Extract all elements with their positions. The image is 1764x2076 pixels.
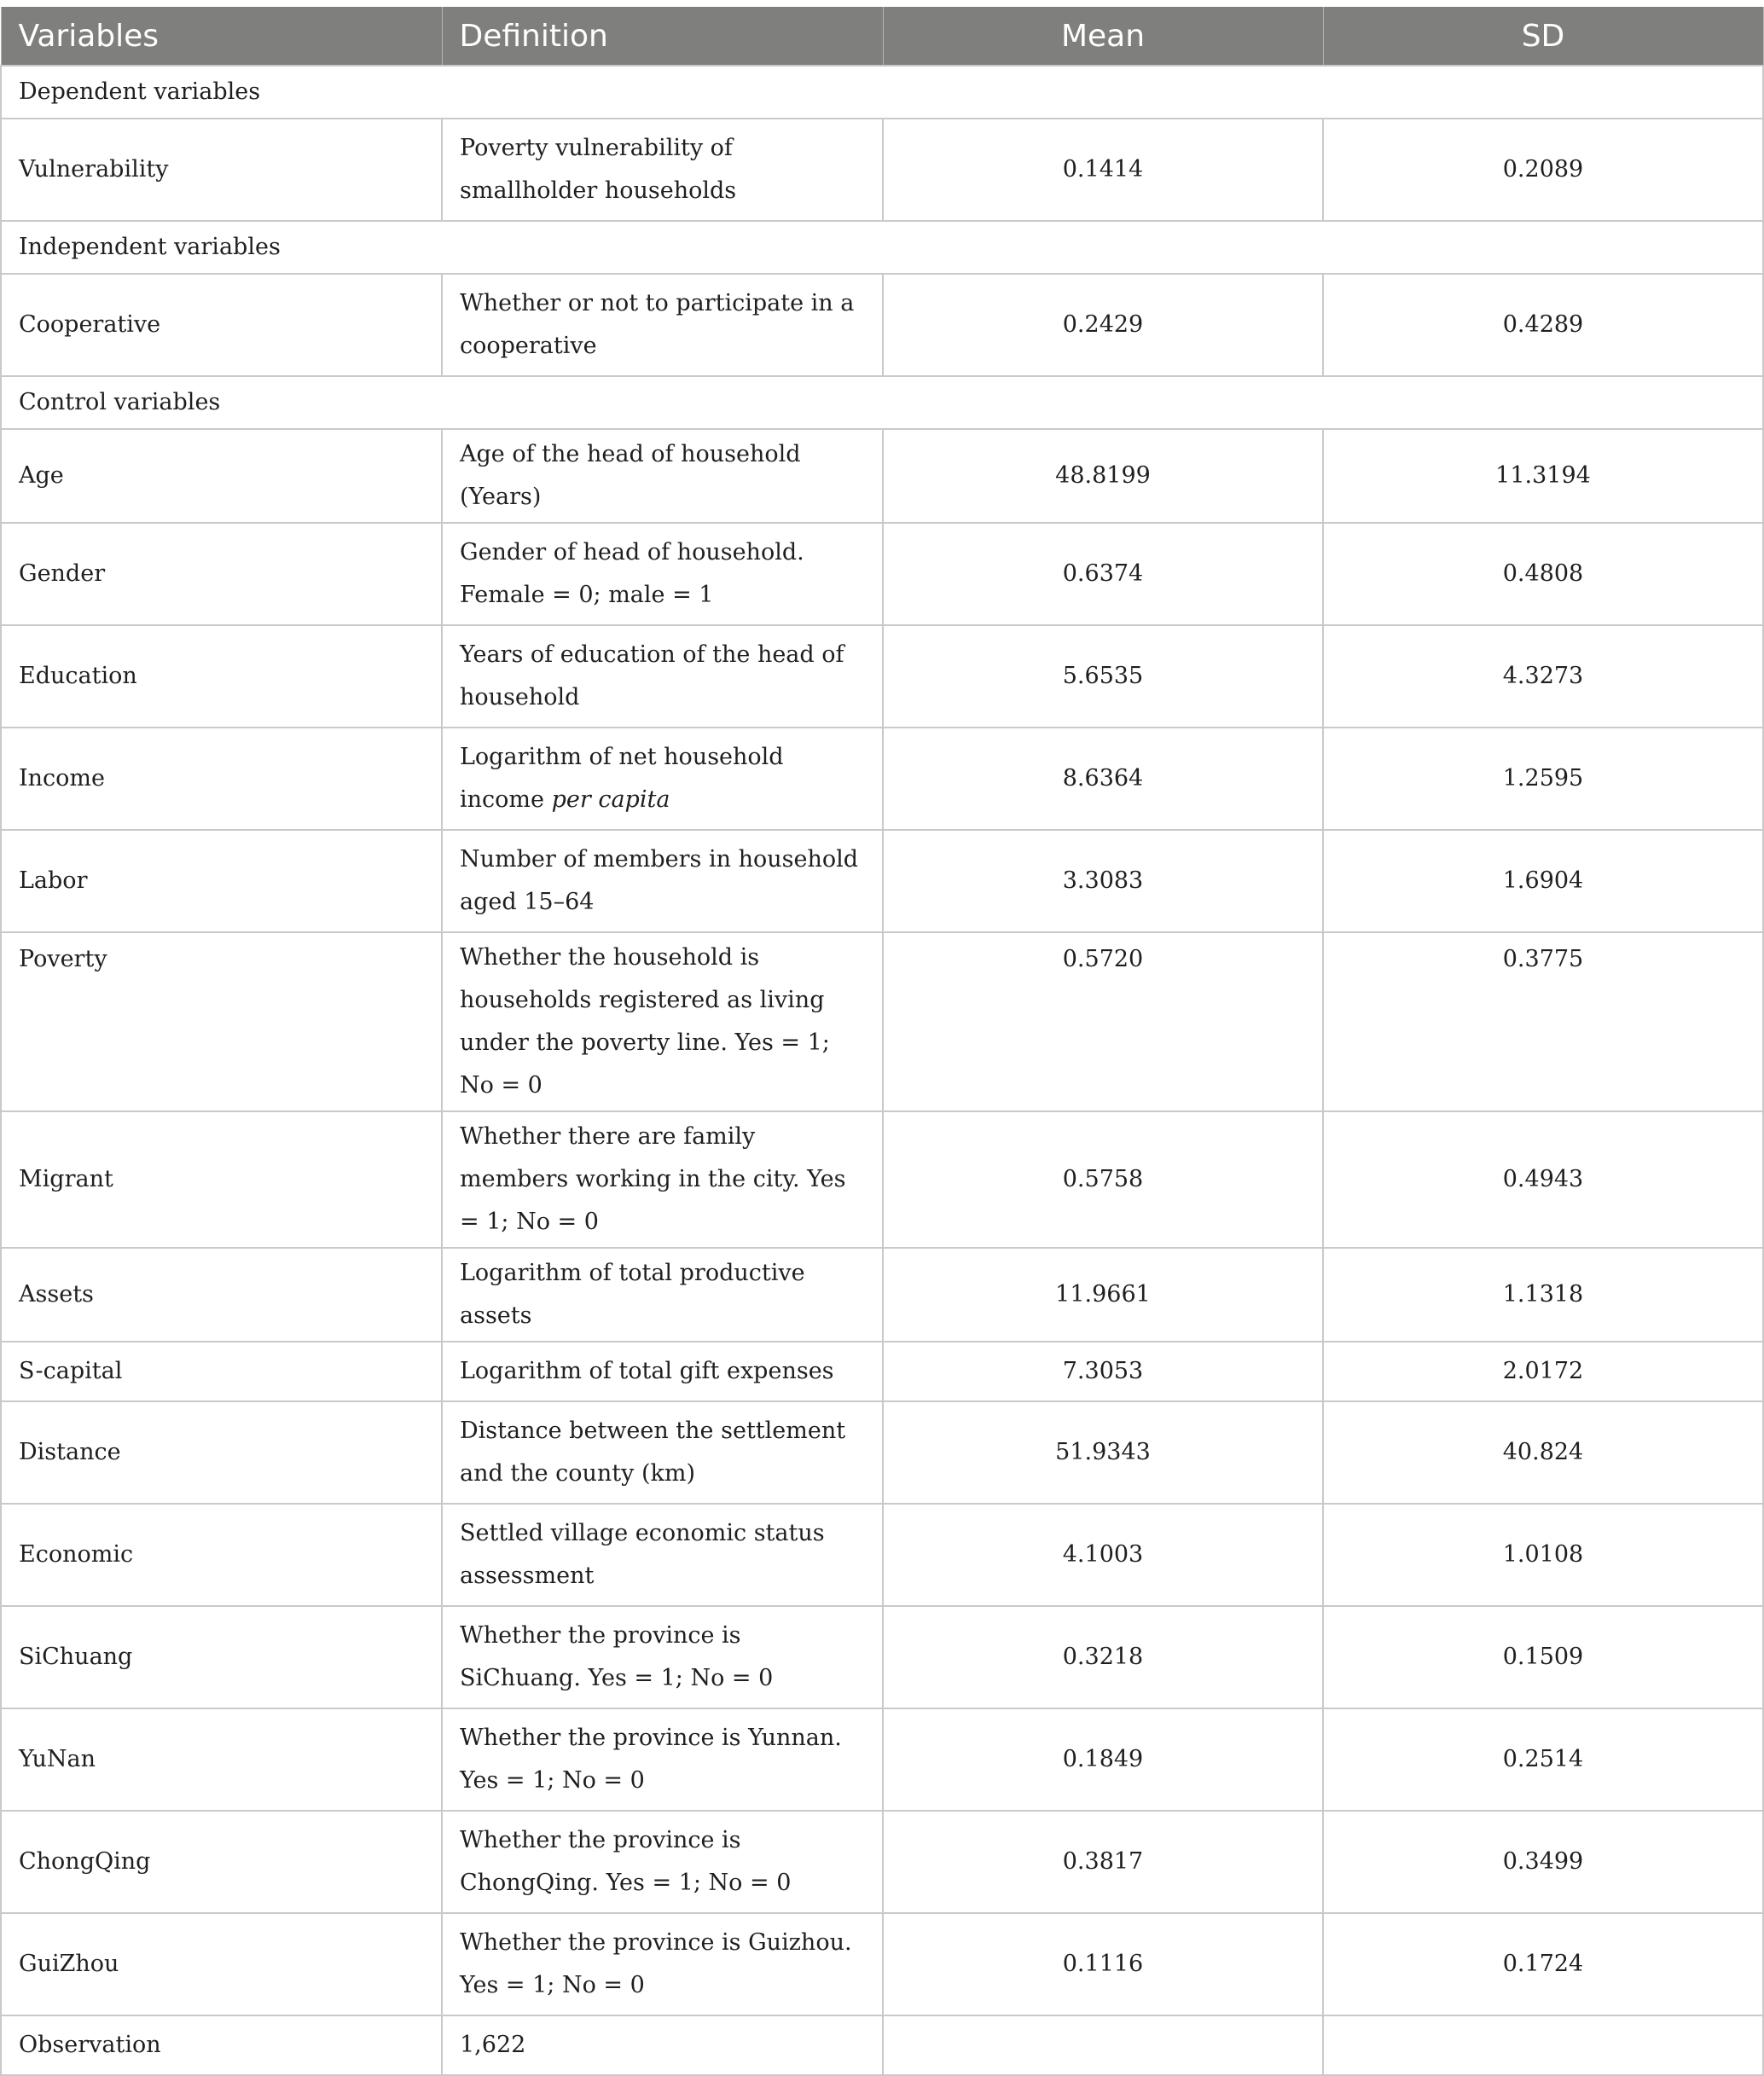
header-mean: Mean xyxy=(883,7,1323,66)
header-definition: Definition xyxy=(442,7,883,66)
variable-mean: 0.1849 xyxy=(883,1708,1323,1811)
table-row xyxy=(1,274,1763,376)
table-row xyxy=(1,1342,1763,1401)
summary-statistics-table xyxy=(0,7,1764,2076)
variable-definition: Years of education of the head of household xyxy=(442,625,883,728)
variable-definition: Logarithm of total gift expenses xyxy=(442,1342,883,1401)
variable-name: Education xyxy=(1,625,442,728)
variable-mean: 3.3083 xyxy=(883,830,1323,932)
variable-mean: 4.1003 xyxy=(883,1504,1323,1606)
variable-name: Income xyxy=(1,728,442,830)
table-header xyxy=(1,7,1763,66)
variable-sd: 0.4943 xyxy=(1323,1111,1763,1248)
table-row xyxy=(1,2015,1763,2075)
variable-definition: Poverty vulnerability of smallholder households xyxy=(442,119,883,221)
variable-mean xyxy=(883,2015,1323,2075)
variable-name: Migrant xyxy=(1,1111,442,1248)
table-row xyxy=(1,625,1763,728)
variable-definition: Distance between the settlement and the county (km) xyxy=(442,1401,883,1504)
variable-mean: 0.3218 xyxy=(883,1606,1323,1708)
variable-sd: 0.1724 xyxy=(1323,1913,1763,2015)
variable-definition: Whether the province is Guizhou. Yes = 1; No = 0 xyxy=(442,1913,883,2015)
variable-mean: 5.6535 xyxy=(883,625,1323,728)
variable-mean: 0.5720 xyxy=(883,932,1323,1111)
variable-name: Cooperative xyxy=(1,274,442,376)
table-row xyxy=(1,1811,1763,1913)
variable-name: ChongQing xyxy=(1,1811,442,1913)
variable-sd: 1.0108 xyxy=(1323,1504,1763,1606)
variable-mean: 0.5758 xyxy=(883,1111,1323,1248)
variable-name: SiChuang xyxy=(1,1606,442,1708)
section-label: Control variables xyxy=(1,376,1763,429)
variable-sd: 2.0172 xyxy=(1323,1342,1763,1401)
variable-definition: Whether the province is Yunnan. Yes = 1; No = 0 xyxy=(442,1708,883,1811)
variable-sd: 40.824 xyxy=(1323,1401,1763,1504)
header-variables: Variables xyxy=(1,7,442,66)
table-row xyxy=(1,429,1763,523)
variable-sd: 0.2089 xyxy=(1323,119,1763,221)
variable-mean: 48.8199 xyxy=(883,429,1323,523)
variable-sd: 0.1509 xyxy=(1323,1606,1763,1708)
variable-sd: 0.4808 xyxy=(1323,523,1763,625)
variable-name: Assets xyxy=(1,1248,442,1342)
variable-mean: 0.1116 xyxy=(883,1913,1323,2015)
variable-name: S-capital xyxy=(1,1342,442,1401)
table-row xyxy=(1,1708,1763,1811)
variable-name: Observation xyxy=(1,2015,442,2075)
section-label: Dependent variables xyxy=(1,66,1763,119)
variable-mean: 8.6364 xyxy=(883,728,1323,830)
variable-sd: 0.4289 xyxy=(1323,274,1763,376)
variable-sd: 0.3499 xyxy=(1323,1811,1763,1913)
variable-mean: 0.1414 xyxy=(883,119,1323,221)
variable-sd: 1.2595 xyxy=(1323,728,1763,830)
variable-mean: 51.9343 xyxy=(883,1401,1323,1504)
variable-mean: 0.6374 xyxy=(883,523,1323,625)
variable-name: Economic xyxy=(1,1504,442,1606)
variable-name: GuiZhou xyxy=(1,1913,442,2015)
variable-mean: 0.3817 xyxy=(883,1811,1323,1913)
table-row xyxy=(1,1504,1763,1606)
section-label: Independent variables xyxy=(1,221,1763,274)
variable-definition: Whether or not to participate in a cooperative xyxy=(442,274,883,376)
variable-definition: Whether the province is SiChuang. Yes = 1; No = 0 xyxy=(442,1606,883,1708)
variable-definition: Whether there are family members working in the city. Yes = 1; No = 0 xyxy=(442,1111,883,1248)
table-row xyxy=(1,1401,1763,1504)
variable-name: Age xyxy=(1,429,442,523)
table-row xyxy=(1,1248,1763,1342)
section-row-control xyxy=(1,376,1763,429)
variable-definition: Gender of head of household. Female = 0; male = 1 xyxy=(442,523,883,625)
variable-sd: 1.6904 xyxy=(1323,830,1763,932)
variable-sd xyxy=(1323,2015,1763,2075)
variable-sd: 0.2514 xyxy=(1323,1708,1763,1811)
table-row xyxy=(1,1913,1763,2015)
variable-definition: Whether the household is households registered as living under the poverty line. Yes = 1; No = 0 xyxy=(442,932,883,1111)
variable-name: Poverty xyxy=(1,932,442,1111)
variable-sd: 11.3194 xyxy=(1323,429,1763,523)
variable-name: Distance xyxy=(1,1401,442,1504)
variable-definition: Logarithm of total productive assets xyxy=(442,1248,883,1342)
section-row-independent xyxy=(1,221,1763,274)
variable-definition xyxy=(442,728,883,830)
variable-definition: Whether the province is ChongQing. Yes = 1; No = 0 xyxy=(442,1811,883,1913)
variable-mean: 0.2429 xyxy=(883,274,1323,376)
variable-sd: 0.3775 xyxy=(1323,932,1763,1111)
variable-definition: 1,622 xyxy=(442,2015,883,2075)
table-row xyxy=(1,1606,1763,1708)
variable-name: YuNan xyxy=(1,1708,442,1811)
variable-mean: 7.3053 xyxy=(883,1342,1323,1401)
header-sd: SD xyxy=(1323,7,1763,66)
variable-mean: 11.9661 xyxy=(883,1248,1323,1342)
section-row-dependent xyxy=(1,66,1763,119)
variable-definition: Number of members in household aged 15–64 xyxy=(442,830,883,932)
table-row xyxy=(1,728,1763,830)
variable-sd: 4.3273 xyxy=(1323,625,1763,728)
variable-definition: Settled village economic status assessment xyxy=(442,1504,883,1606)
table-row xyxy=(1,1111,1763,1248)
variable-name: Vulnerability xyxy=(1,119,442,221)
table-row xyxy=(1,932,1763,1111)
definition-text: Logarithm of net household income xyxy=(460,744,784,813)
table-row xyxy=(1,830,1763,932)
table-row xyxy=(1,119,1763,221)
variable-sd: 1.1318 xyxy=(1323,1248,1763,1342)
definition-italic-text: per capita xyxy=(551,786,670,813)
table-row xyxy=(1,523,1763,625)
variable-name: Labor xyxy=(1,830,442,932)
variable-definition: Age of the head of household (Years) xyxy=(442,429,883,523)
variable-name: Gender xyxy=(1,523,442,625)
